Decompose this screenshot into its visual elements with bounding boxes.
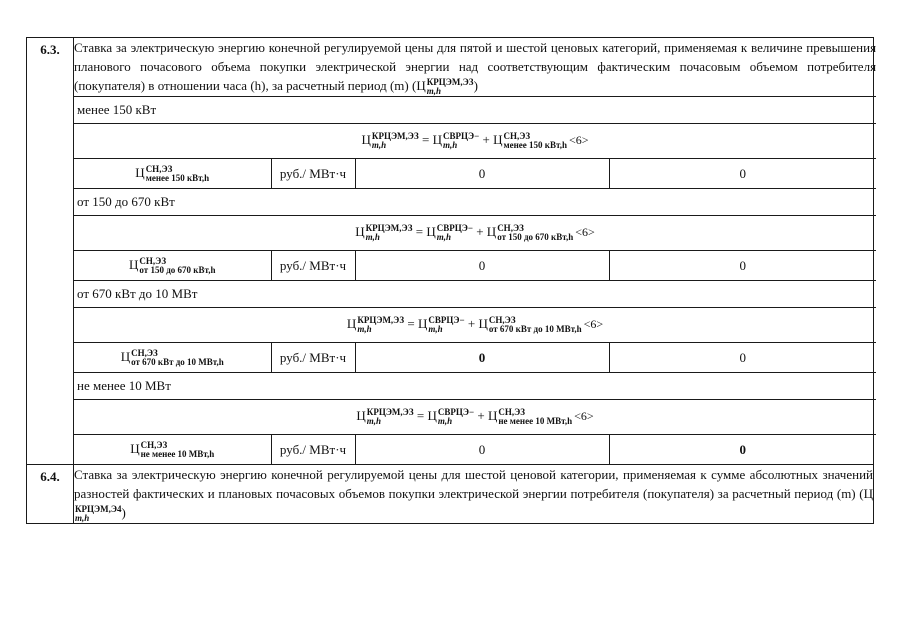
value-cell: 0 [609,251,876,281]
unit-cell: руб./ МВт·ч [271,343,355,373]
group-label: от 150 до 670 кВт [74,189,876,216]
rate-symbol: Ц СН,ЭЗ от 670 кВт до 10 МВт,h [74,343,271,373]
unit-cell: руб./ МВт·ч [271,251,355,281]
section-6-3-body [74,38,876,464]
section-heading: Ставка за электрическую энергию конечной регулируемой цены для пятой и шестой ценовых категорий, применяемая к величине превышения планового почасового объема покупки электрической энергии над соответствующим фактическим почасовым объемом потребителя (покупателя) в отношении часа (h), за расчетный период (m) (Ц КРЦЭМ,ЭЗ m,h ) [74,40,877,97]
rate-symbol: Ц СН,ЭЗ менее 150 кВт,h [74,159,271,189]
section-6-4 [27,465,874,524]
table-row [74,251,876,281]
formula: Ц КРЦЭМ,ЭЗ m,h = Ц СВРЦЭ− m,h + Ц СН,ЭЗ от 150 до 670 кВт,h <6> [74,216,876,251]
group-label: от 670 кВт до 10 МВт [74,281,876,308]
value-cell: 0 [355,343,609,373]
group-label: менее 150 кВт [74,97,876,124]
rate-symbol: Ц СН,ЭЗ от 150 до 670 кВт,h [74,251,271,281]
formula: Ц КРЦЭМ,ЭЗ m,h = Ц СВРЦЭ− m,h + Ц СН,ЭЗ менее 150 кВт,h <6> [74,124,876,159]
value-cell: 0 [355,159,609,189]
formula: Ц КРЦЭМ,ЭЗ m,h = Ц СВРЦЭ− m,h + Ц СН,ЭЗ не менее 10 МВт,h <6> [74,400,876,435]
section-heading: Ставка за электрическую энергию конечной регулируемой цены для шестой ценовой категории, применяемая к сумме абсолютных значений разностей фактических и плановых почасовых объемов покупки электрической энергии потребителя (покупателя) за расчетный период (m) (Ц КРЦЭМ,Э4 m,h ) [74,465,874,524]
unit-cell: руб./ МВт·ч [271,435,355,465]
section-6-3 [27,38,874,465]
value-cell: 0 [355,435,609,465]
unit-cell: руб./ МВт·ч [271,159,355,189]
value-cell: 0 [355,251,609,281]
formula: Ц КРЦЭМ,ЭЗ m,h = Ц СВРЦЭ− m,h + Ц СН,ЭЗ от 670 кВт до 10 МВт,h <6> [74,308,876,343]
table-row [74,343,876,373]
value-cell: 0 [609,343,876,373]
table-row [74,159,876,189]
tariff-table [26,37,877,524]
group-label: не менее 10 МВт [74,373,876,400]
table-row [74,435,876,465]
section-number: 6.4. [27,465,74,524]
section-number: 6.3. [27,38,74,465]
rate-symbol: Ц СН,ЭЗ не менее 10 МВт,h [74,435,271,465]
value-cell: 0 [609,159,876,189]
value-cell: 0 [609,435,876,465]
